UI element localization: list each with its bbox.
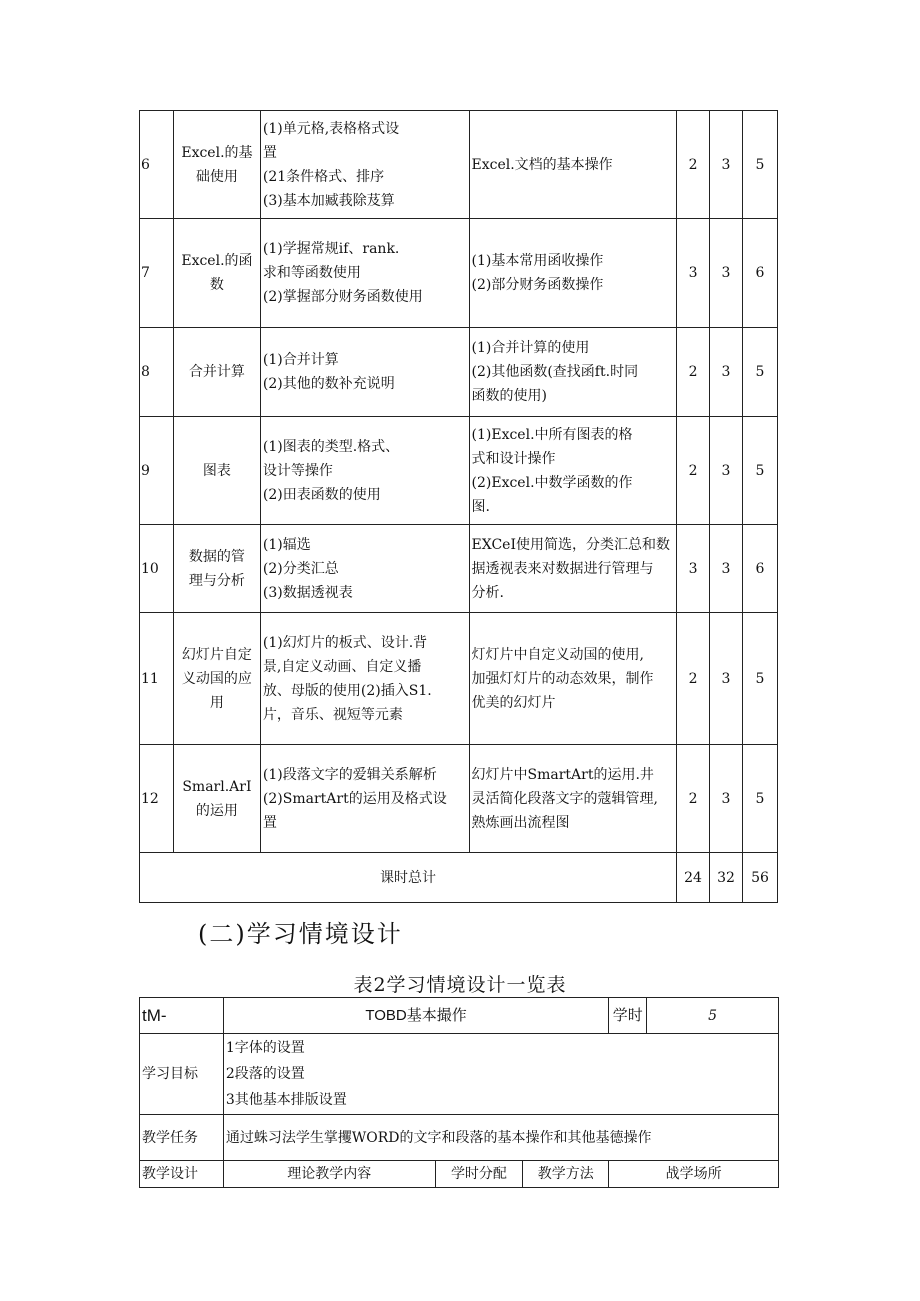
content-line: (2)田表函数的使用	[262, 486, 381, 503]
content-line: (1)辐选	[262, 536, 311, 553]
course-name-line: Smarl.ArI	[182, 778, 252, 795]
theory-hours: 2	[677, 328, 710, 417]
theory-hours: 2	[677, 613, 710, 745]
table-row	[140, 1161, 779, 1188]
row-number: 12	[140, 745, 174, 853]
objective-line: 优美的幻灯片	[471, 694, 556, 711]
row-number: 11	[140, 613, 174, 745]
practice-hours: 3	[710, 613, 743, 745]
objective-line: (2)Excel.中数学函数的作	[471, 474, 633, 491]
content-line: (1)图表的类型.格式、	[262, 438, 400, 455]
course-name	[173, 525, 260, 613]
content-line: 置	[262, 814, 277, 831]
course-content	[260, 417, 469, 525]
course-name-line: 数	[209, 277, 224, 293]
row-number: 10	[140, 525, 174, 613]
objective-line: 熟炼画出流程图	[471, 814, 570, 831]
table-row	[140, 613, 778, 745]
total-hours: 6	[742, 525, 777, 613]
design-label: 教学设计	[140, 1161, 224, 1188]
practice-hours: 3	[710, 525, 743, 613]
course-content	[260, 525, 469, 613]
content-line: (2)掌握部分财务函数使用	[262, 289, 423, 305]
content-line: (1)学握常规if、rank.	[262, 241, 400, 257]
table-row	[140, 219, 778, 328]
table-row	[140, 1115, 779, 1161]
table-row	[140, 745, 778, 853]
row-number: 6	[140, 111, 174, 219]
goal-label: 学习目标	[140, 1034, 224, 1115]
row-number: 8	[140, 328, 174, 417]
table-row	[140, 1034, 779, 1115]
objective-line: Excel.文档的基本操作	[471, 156, 613, 173]
course-name-line: 合并计算	[188, 364, 245, 380]
content-line: (2)其他的数补充说明	[262, 376, 395, 392]
course-content	[260, 745, 469, 853]
theory-hours: 2	[677, 111, 710, 219]
total-label: 课时总计	[140, 853, 677, 903]
course-content	[260, 613, 469, 745]
list-item: 1字体的设置	[225, 1040, 305, 1056]
course-name-line: 幻灯片自定	[181, 646, 252, 663]
content-line: (1)合并计算	[262, 352, 339, 368]
total-hours: 5	[742, 328, 777, 417]
practice-hours: 3	[710, 111, 743, 219]
content-line: (1)段落文字的爱辑关系解析	[262, 766, 437, 783]
table-row	[140, 525, 778, 613]
context-title: TOBD基本撮作	[223, 998, 608, 1034]
table-caption: 表2学习情境设计一览表	[353, 974, 567, 996]
course-name-line: 用	[209, 694, 224, 711]
context-code: tM-	[140, 998, 224, 1034]
course-objective	[469, 111, 677, 219]
hours-value: 5	[647, 998, 779, 1034]
course-name-line: 础使用	[195, 168, 238, 185]
course-name-line: Excel.的基	[181, 144, 253, 161]
table-row	[140, 328, 778, 417]
course-objective	[469, 525, 677, 613]
course-objective	[469, 328, 677, 417]
practice-hours: 3	[710, 328, 743, 417]
content-line: 景,自定义动画、自定义播	[262, 658, 422, 675]
course-name	[173, 417, 260, 525]
course-name	[173, 219, 260, 328]
objective-line: 灵活简化段落文字的蔻辑管理,	[471, 790, 658, 807]
objective-line: (1)合并计算的使用	[471, 340, 590, 356]
goal-list	[223, 1034, 778, 1115]
row-number: 9	[140, 417, 174, 525]
table-row	[140, 417, 778, 525]
course-name	[173, 613, 260, 745]
design-col-theory: 理论教学内容	[223, 1161, 435, 1188]
total-hours: 5	[742, 745, 777, 853]
practice-hours: 3	[710, 417, 743, 525]
course-content	[260, 219, 469, 328]
learning-context-table	[139, 997, 779, 1188]
course-name-line: 图表	[202, 462, 231, 479]
content-line: (2)分类汇总	[262, 560, 339, 577]
total-practice-hours: 32	[710, 853, 743, 903]
course-name	[173, 745, 260, 853]
course-name-line: 的运用	[195, 802, 238, 819]
total-hours: 5	[742, 111, 777, 219]
objective-line: 加强灯灯片的动态效果，制作	[471, 670, 654, 687]
course-name-line: 义动国的应	[181, 670, 252, 687]
content-line: 设计等操作	[262, 462, 333, 479]
objective-line: 式和设计操作	[471, 450, 556, 467]
design-col-method: 教学方法	[523, 1161, 609, 1188]
total-all-hours: 56	[742, 853, 777, 903]
content-line: (2)SmartArt的运用及格式设	[262, 790, 447, 807]
theory-hours: 3	[677, 525, 710, 613]
content-line: 片，音乐、视短等元素	[262, 706, 403, 723]
table-row	[140, 998, 779, 1034]
course-name-line: 数据的管	[188, 548, 245, 565]
practice-hours: 3	[710, 219, 743, 328]
course-hours-table	[139, 110, 778, 903]
course-name-line: Excel.的函	[181, 253, 253, 269]
objective-line: (2)部分财务函数操作	[471, 277, 604, 293]
total-row	[140, 853, 778, 903]
list-item: 2段落的设置	[225, 1066, 305, 1082]
content-line: (1)单元格,表格格式设	[262, 120, 400, 137]
content-line: 放、母版的使用(2)插入S1.	[262, 682, 432, 699]
course-objective	[469, 613, 677, 745]
task-label: 教学任务	[140, 1115, 224, 1161]
course-name	[173, 111, 260, 219]
theory-hours: 2	[677, 745, 710, 853]
total-hours: 6	[742, 219, 777, 328]
objective-line: 幻灯片中SmartArt的运用.井	[471, 766, 654, 783]
course-objective	[469, 417, 677, 525]
objective-line: (1)基本常用函收操作	[471, 253, 604, 269]
objective-line: (1)Excel.中所有图表的格	[471, 426, 633, 443]
objective-line: 据透视表来对数据进行管理与	[471, 560, 654, 577]
course-name	[173, 328, 260, 417]
total-hours: 5	[742, 417, 777, 525]
practice-hours: 3	[710, 745, 743, 853]
theory-hours: 2	[677, 417, 710, 525]
design-col-hours: 学时分配	[435, 1161, 523, 1188]
objective-line: EXCeI使用简选，分类汇总和数	[471, 536, 670, 553]
course-objective	[469, 219, 677, 328]
content-line: 求和等函数使用	[262, 265, 361, 281]
course-content	[260, 111, 469, 219]
row-number: 7	[140, 219, 174, 328]
section-heading: (二)学习情境设计	[198, 920, 403, 948]
hours-label: 学时	[609, 998, 647, 1034]
theory-hours: 3	[677, 219, 710, 328]
total-theory-hours: 24	[677, 853, 710, 903]
list-item: 3其他基本排版设置	[225, 1092, 347, 1108]
task-text: 通过蛛习法学生掌攫WORD的文字和段落的基本操作和其他基德操作	[223, 1115, 778, 1161]
total-hours: 5	[742, 613, 777, 745]
course-objective	[469, 745, 677, 853]
table-row	[140, 111, 778, 219]
content-line: (1)幻灯片的板式、设计.背	[262, 634, 428, 651]
objective-line: 灯灯片中自定义动国的使用,	[471, 646, 644, 663]
design-col-venue: 战学场所	[609, 1161, 779, 1188]
course-content	[260, 328, 469, 417]
content-line: (3)基本加臧莪除芨算	[262, 192, 395, 209]
content-line: (21条件格式、排序	[262, 168, 385, 185]
objective-line: 函数的使用)	[471, 388, 547, 404]
course-name-line: 理与分析	[188, 572, 245, 589]
objective-line: (2)其他函数(查找函ft.时同	[471, 364, 639, 380]
objective-line: 图.	[471, 498, 490, 515]
content-line: (3)数据透视表	[262, 584, 353, 601]
objective-line: 分析.	[471, 584, 504, 601]
content-line: 置	[262, 144, 277, 161]
